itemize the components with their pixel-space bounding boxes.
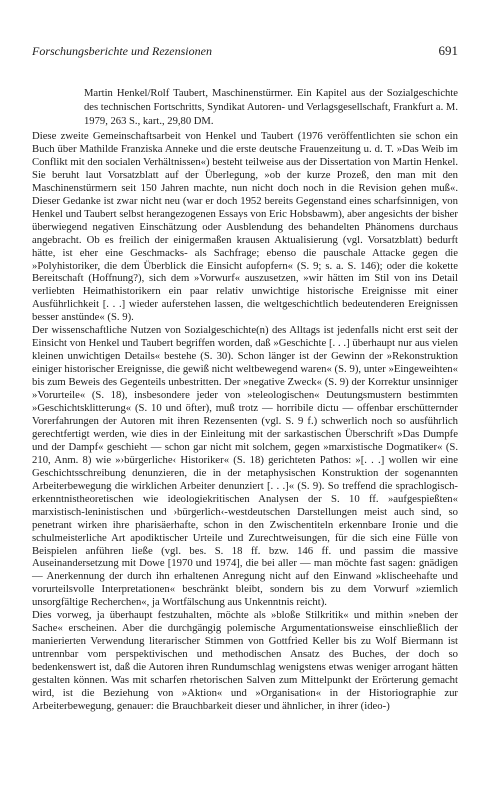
book-citation: Martin Henkel/Rolf Taubert, Maschinenstürmer. Ein Kapitel aus der Sozialgeschichte des technischen Fortschritts, Syndikat Autoren- und Verlagsgesellschaft, Frankfurt a. M. 1979, 263 S., kart., 29,80 DM.: [84, 88, 458, 128]
paragraph: Der wissenschaftliche Nutzen von Sozialgeschichte(n) des Alltags ist jedenfalls nicht erst seit der Einsicht von Henkel und Taubert begriffen worden, daß »Geschichte [. . .] überhaupt nur aus vielen kleinen unwichtigen Details« bestehe (S. 30). Schon länger ist der Gewinn der »Rekonstruktion einiger historischer Ereignisse, die gewiß nicht weltbewegend waren« (S. 9), unter »Eingeweihten« bis zum Beweis des Gegenteils unbestritten. Der »negative Zweck« (S. 9) der Korrektur unsinniger »Vorurteile« (S. 18), insbesondere jeder von »teleologischen« Deutungsmustern bestimmten »Geschichtsklitterung« (S. 10 und öfter), muß trotz — horribile dictu — offenbar erschütternder Vorerfahrungen der Autoren mit ihren Rezensenten (vgl. S. 9 f.) schwerlich noch so ausführlich gerechtfertigt werden, wie dies in der Einleitung mit der sarkastischen Überschrift »Das Dumpfe und der Dampf« geschieht — schon gar nicht mit solchem, gegen »marxistische Dogmatiker« (S. 210, Anm. 8) wie »›bürgerliche‹ Historiker« (S. 18) gerichteten Pathos: »[. . .] wollen wir eine Geschichtsschreibung denunzieren, die in der metaphysischen Konstruktion der sogenannten Arbeiterbewegung die wirklichen Arbeiter denunziert [. . .]« (S. 9). So treffend die sprachlogisch-erkenntnistheoretischen wie ideologiekritischen Analysen der S. 10 ff. »aufgespießten« marxistisch-leninistischen und ›bürgerlich‹-westdeutschen Darstellungen meist auch sind, so penetrant wirken ihre pharisäerhafte, schon in den Zwischentiteln erkennbare Ironie und die schulmeisterliche Art apodiktischer Urteile und Zurechtweisungen, für die sich eine Fülle von Beispielen anführen ließe (vgl. bes. S. 18 ff. bzw. 146 ff. und passim die massive Auseinandersetzung mit Dowe [1970 und 1974], die bei aller — man möchte fast sagen: gnädigen — Anerkennung der durch ihn erhaltenen Anregung nicht auf den Einwand »klischeehafte und vorurteilsvolle Interpretationen« beschränkt bleibt, sondern bis zu dem Vorwurf »ziemlich unsorgfältige Recherchen«, ja Wortfälschung aus Unkenntnis reicht).: [32, 324, 458, 609]
paragraph: Diese zweite Gemeinschaftsarbeit von Henkel und Taubert (1976 veröffentlichten sie schon ein Buch über Mathilde Franziska Anneke und die erste deutsche Frauenzeitung u. d. T. »Das Weib im Conflikt mit den socialen Verhältnissen«) besteht teilweise aus der Dissertation von Martin Henkel. Sie beruht laut Vorsatzblatt auf der Überlegung, »ob der kurze Prozeß, den man mit den Maschinenstürmern seit 150 Jahren machte, nun nicht doch noch in die Revision gehen muß«. Dieser Gedanke ist zwar nicht neu (war er doch 1952 bereits Gegenstand eines scharfsinnigen, von Henkel und Taubert selbst herangezogenen Essays von Eric Hobsbawm), aber angesichts der bisher überwiegend negativen Einschätzung oder Ausblendung des behandelten Phänomens durchaus angebracht. Ob es freilich der einigermaßen krausen Aktualisierung (vgl. Vorsatzblatt) bedurft hätte, ist eher eine Geschmacks- als Sachfrage; ebenso die pauschale Attacke gegen die »Polyhistoriker, die dem Überblick die Einsicht aufopfern« (S. 9; s. a. S. 146); oder die kokette Bereitschaft (Hoffnung?), sich dem »Vorwurf« auszusetzen, »wir hätten im Stil von ins Detail verliebten Heimathistorikern ein paar relativ unwichtige historische Ereignisse mit einer Ausführlichkeit [. . .] wieder auferstehen lassen, die weltgeschichtlich bedeutenderen Ereignissen besser anstünde« (S. 9).: [32, 130, 458, 324]
review-body: [32, 130, 458, 713]
page-number: 691: [438, 43, 458, 58]
running-head: [32, 43, 458, 59]
running-head-title: Forschungsberichte und Rezensionen: [32, 44, 212, 58]
paragraph: Dies vorweg, ja überhaupt festzuhalten, möchte als »bloße Stilkritik« und mithin »neben der Sache« erscheinen. Aber die durchgängig polemische Argumentationsweise einschließlich der manierierten Verwendung literarischer Stimmen von Gottfried Keller bis zu Wolf Biermann ist untrennbar vom perspektivischen und methodischen Ansatz des Buches, der doch so bedenkenswert ist, daß die Autoren ihren Rundumschlag wenigstens etwas weniger arrogant hätten gestalten können. Was mit scharfen rhetorischen Salven zum Mittelpunkt der Erörterung gemacht wird, ist die Beziehung von »Aktion« und »Organisation« in der Historiographie zur Arbeiterbewegung, genauer: die Brauchbarkeit dieser und ähnlicher, in ihrer (ideo-): [32, 609, 458, 712]
